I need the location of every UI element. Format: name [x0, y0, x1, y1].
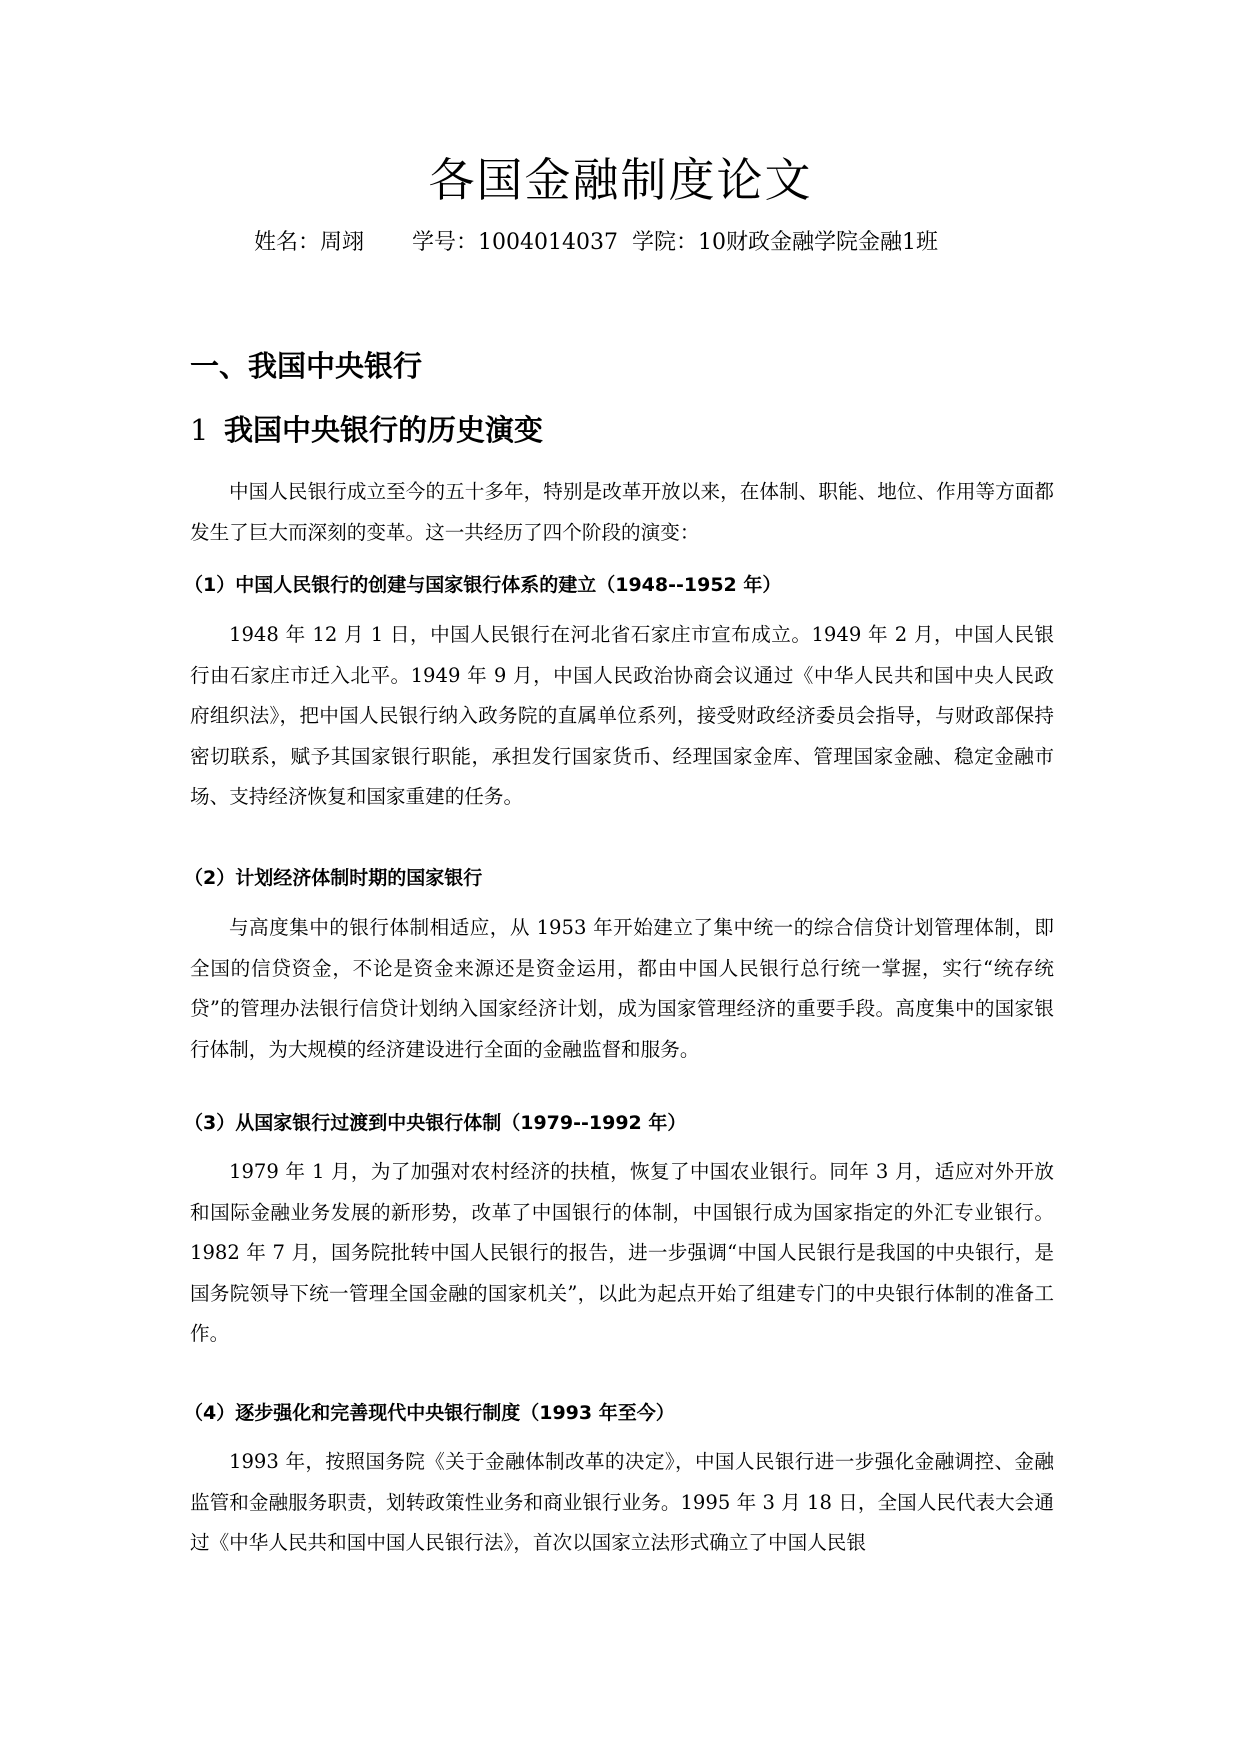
subsection-number: 1: [190, 413, 209, 447]
stage-1-paragraph: 1948 年 12 月 1 日，中国人民银行在河北省石家庄市宣布成立。1949 年 2 月，中国人民银行由石家庄市迁入北平。1949 年 9 月，中国人民政治协商会议通过《中华人民共和国中央人民政府组织法》，把中国人民银行纳入政务院的直属单位系列，接受财政经济委员会指导，与财政部保持密切联系，赋予其国家银行职能，承担发行国家货币、经理国家金库、管理国家金融、稳定金融市场、支持经济恢复和国家重建的任务。: [190, 623, 1054, 808]
author-name: 姓名：周翊: [254, 230, 365, 255]
subsection-title: 我国中央银行的历史演变: [224, 413, 544, 447]
subsection-heading: [190, 410, 543, 450]
stage-3-paragraph: 1979 年 1 月，为了加强对农村经济的扶植，恢复了中国农业银行。同年 3 月，适应对外开放和国际金融业务发展的新形势，改革了中国银行的体制，中国银行成为国家指定的外汇专业银行。1982 年 7 月，国务院批转中国人民银行的报告，进一步强调“中国人民银行是我国的中央银行，是国务院领导下统一管理全国金融的国家机关”，以此为起点开始了组建专门的中央银行体制的准备工作。: [190, 1160, 1054, 1345]
document-title: 各国金融制度论文: [428, 153, 813, 207]
student-id: 学号：1004014037: [412, 230, 618, 255]
stage-2-paragraph: 与高度集中的银行体制相适应，从 1953 年开始建立了集中统一的综合信贷计划管理体制，即全国的信贷资金，不论是资金来源还是资金运用，都由中国人民银行总行统一掌握，实行“统存统贷”的管理办法银行信贷计划纳入国家经济计划，成为国家管理经济的重要手段。高度集中的国家银行体制，为大规模的经济建设进行全面的金融监督和服务。: [190, 916, 1054, 1061]
college-info: 学院：10财政金融学院金融1班: [632, 230, 938, 255]
stage-2-heading: （2）计划经济体制时期的国家银行: [184, 867, 483, 889]
stage-4-heading: （4）逐步强化和完善现代中央银行制度（1993 年至今）: [184, 1402, 675, 1424]
section-heading: 一、我国中央银行: [190, 349, 423, 383]
stage-1-heading: （1）中国人民银行的创建与国家银行体系的建立（1948--1952 年）: [184, 574, 782, 596]
author-byline: [254, 228, 1154, 258]
stage-4-paragraph: 1993 年，按照国务院《关于金融体制改革的决定》，中国人民银行进一步强化金融调控、金融监管和金融服务职责，划转政策性业务和商业银行业务。1995 年 3 月 18 日，全国人民代表大会通过《中华人民共和国中国人民银行法》，首次以国家立法形式确立了中国人民银: [190, 1450, 1054, 1554]
intro-paragraph: 中国人民银行成立至今的五十多年，特别是改革开放以来，在体制、职能、地位、作用等方面都发生了巨大而深刻的变革。这一共经历了四个阶段的演变：: [190, 480, 1054, 544]
stage-3-heading: （3）从国家银行过渡到中央银行体制（1979--1992 年）: [184, 1112, 687, 1134]
